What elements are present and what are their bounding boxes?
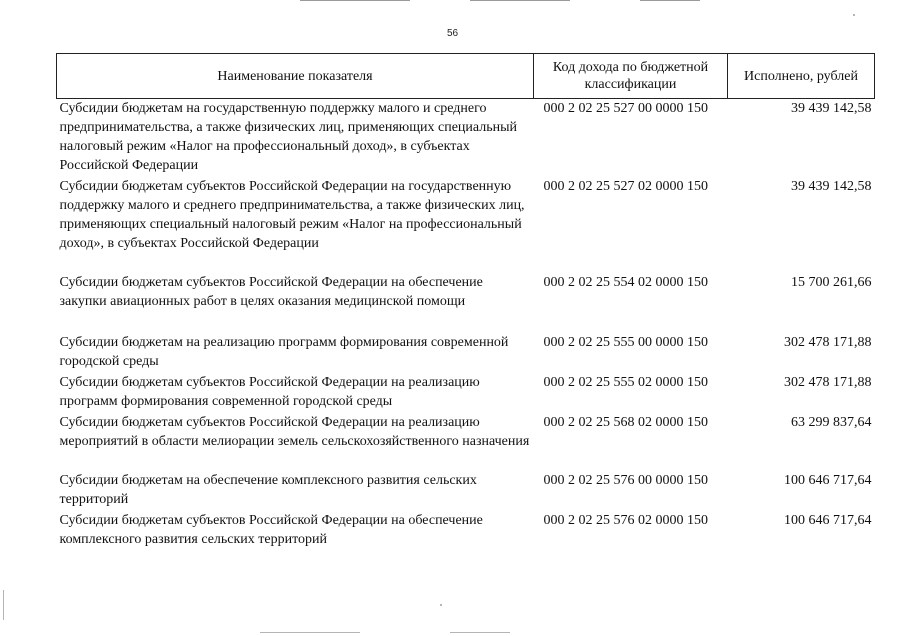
header-revenue-code: Код дохода по бюджетной классификации: [534, 54, 728, 99]
revenue-code: 000 2 02 25 568 02 0000 150: [543, 415, 708, 430]
executed-amount: 39 439 142,58: [791, 179, 872, 194]
header-executed-amount: Исполнено, рублей: [728, 54, 875, 99]
revenue-code: 000 2 02 25 555 00 0000 150: [543, 335, 708, 350]
scan-speck: [3, 590, 4, 620]
revenue-code: 000 2 02 25 576 02 0000 150: [543, 513, 708, 528]
executed-amount: 15 700 261,66: [791, 275, 872, 290]
scan-speck: [853, 14, 855, 16]
executed-amount: 100 646 717,64: [784, 473, 872, 488]
revenue-code: 000 2 02 25 555 02 0000 150: [543, 375, 708, 390]
header-indicator-name: Наименование показателя: [57, 54, 534, 99]
table-row: [57, 471, 875, 511]
revenue-code: 000 2 02 25 554 02 0000 150: [543, 275, 708, 290]
scan-speck: [450, 632, 510, 633]
table-row: [57, 511, 875, 551]
revenue-code: 000 2 02 25 527 00 0000 150: [543, 101, 708, 116]
scan-artifact-line: [470, 0, 570, 1]
scan-artifact-line: [640, 0, 700, 1]
table-row: [57, 413, 875, 471]
indicator-name: Субсидии бюджетам на обеспечение комплексного развития сельских территорий: [59, 473, 477, 507]
executed-amount: 302 478 171,88: [784, 375, 872, 390]
executed-amount: 39 439 142,58: [791, 101, 872, 116]
indicator-name: Субсидии бюджетам субъектов Российской Федерации на государственную поддержку малого и среднего предпринимательства, а также физических лиц, применяющих специальный налоговый режим «Налог на профессиональный доход», в субъектах Российской Федерации: [59, 179, 525, 251]
budget-revenue-table: [56, 53, 875, 551]
page-number: 56: [446, 28, 459, 39]
scan-speck: [440, 604, 442, 606]
scan-speck: [260, 632, 360, 633]
indicator-name: Субсидии бюджетам субъектов Российской Федерации на обеспечение закупки авиационных работ в целях оказания медицинской помощи: [59, 275, 483, 309]
scan-artifact-line: [300, 0, 410, 1]
indicator-name: Субсидии бюджетам на реализацию программ формирования современной городской среды: [59, 335, 509, 369]
revenue-code: 000 2 02 25 576 00 0000 150: [543, 473, 708, 488]
executed-amount: 100 646 717,64: [784, 513, 872, 528]
executed-amount: 63 299 837,64: [791, 415, 872, 430]
table-row: [57, 333, 875, 373]
table-row: [57, 273, 875, 333]
indicator-name: Субсидии бюджетам субъектов Российской Федерации на реализацию мероприятий в области мелиорации земель сельскохозяйственного назначения: [59, 415, 530, 449]
executed-amount: 302 478 171,88: [784, 335, 872, 350]
indicator-name: Субсидии бюджетам на государственную поддержку малого и среднего предпринимательства, а также физических лиц, применяющих специальный налоговый режим «Налог на профессиональный доход», в субъектах Российской Федерации: [59, 101, 518, 173]
table-header-row: [57, 54, 875, 99]
table-row: [57, 177, 875, 273]
table-row: [57, 99, 875, 178]
table-row: [57, 373, 875, 413]
indicator-name: Субсидии бюджетам субъектов Российской Федерации на реализацию программ формирования современной городской среды: [59, 375, 480, 409]
indicator-name: Субсидии бюджетам субъектов Российской Федерации на обеспечение комплексного развития сельских территорий: [59, 513, 483, 547]
revenue-code: 000 2 02 25 527 02 0000 150: [543, 179, 708, 194]
